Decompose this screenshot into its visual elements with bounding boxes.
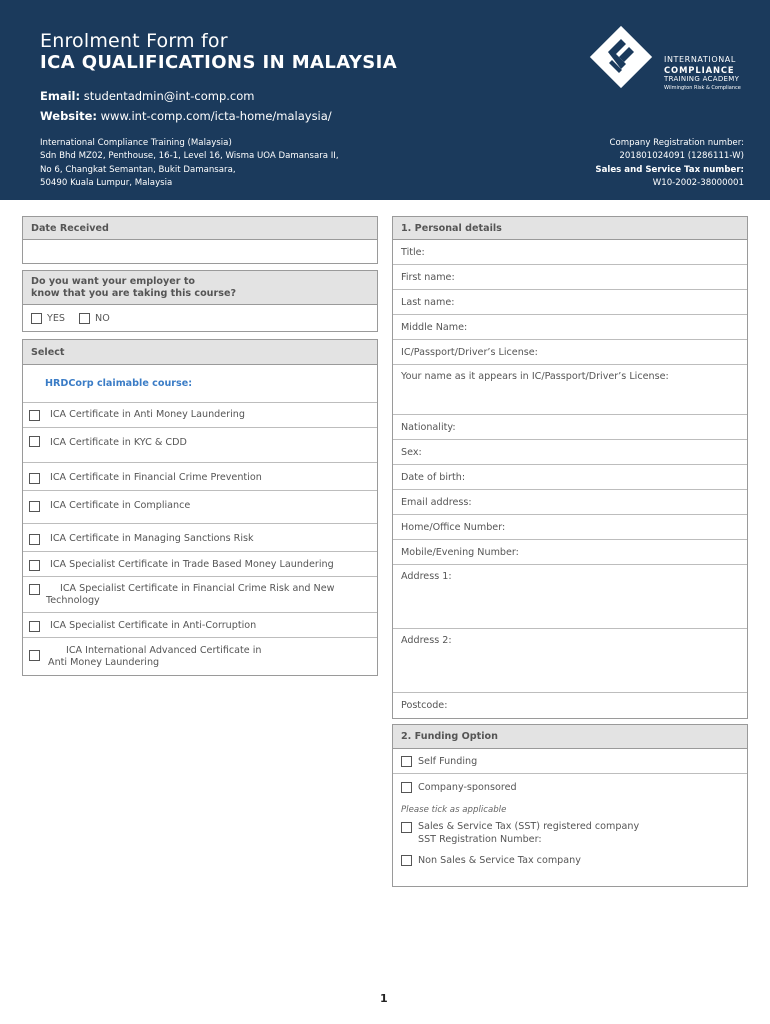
field-label: IC/Passport/Driver’s License:	[401, 346, 538, 358]
course-label: ICA Certificate in Financial Crime Prevention	[50, 472, 262, 483]
field-name-as-in-id[interactable]	[393, 365, 747, 415]
date-received-field[interactable]	[23, 240, 377, 263]
field-title[interactable]	[393, 240, 747, 265]
field-id-document[interactable]	[393, 340, 747, 365]
website-value[interactable]: www.int-comp.com/icta-home/malaysia/	[100, 109, 332, 123]
field-label: Your name as it appears in IC/Passport/Driver’s License:	[401, 371, 669, 382]
employer-answer-row	[23, 305, 377, 331]
course-checkbox[interactable]	[29, 473, 40, 484]
field-label: Sex:	[401, 446, 422, 458]
field-label: Date of birth:	[401, 471, 466, 483]
course-checkbox[interactable]	[29, 621, 40, 632]
course-option-tbml[interactable]	[29, 559, 371, 571]
address-line: No 6, Changkat Semantan, Bukit Damansara,	[40, 164, 236, 175]
company-sponsored-checkbox[interactable]	[401, 782, 412, 793]
field-email[interactable]	[393, 490, 747, 515]
course-selection-box	[22, 339, 378, 676]
course-label: ICA Certificate in Compliance	[50, 500, 191, 511]
divider	[23, 402, 377, 403]
field-label: Address 2:	[401, 635, 452, 646]
email-line	[40, 89, 254, 103]
tick-note: Please tick as applicable	[401, 805, 507, 815]
personal-details-heading: 1. Personal details	[393, 217, 747, 240]
employer-question	[23, 271, 377, 305]
funding-option-heading: 2. Funding Option	[393, 725, 747, 749]
course-checkbox[interactable]	[29, 501, 40, 512]
field-address-1[interactable]	[393, 565, 747, 629]
divider	[23, 576, 377, 577]
course-label: ICA Certificate in Anti Money Laundering	[50, 409, 245, 420]
company-registration	[595, 137, 744, 191]
divider	[23, 427, 377, 428]
field-label: First name:	[401, 271, 455, 283]
field-mobile-number[interactable]	[393, 540, 747, 565]
course-label-line2: Technology	[46, 595, 100, 606]
course-label-line1: ICA Specialist Certificate in Financial Crime Risk and New	[60, 583, 335, 594]
course-option-compliance[interactable]	[29, 500, 371, 512]
date-received-label: Date Received	[23, 217, 377, 240]
logo-wordmark	[664, 55, 741, 92]
sst-number-value: W10-2002-38000001	[652, 178, 744, 189]
field-label: Address 1:	[401, 571, 452, 582]
logo-line2: COMPLIANCE	[664, 65, 735, 75]
course-option-financial-crime[interactable]	[29, 472, 371, 484]
address-line: 50490 Kuala Lumpur, Malaysia	[40, 178, 173, 189]
course-option-aml[interactable]	[29, 409, 371, 421]
company-reg-label: Company Registration number:	[609, 138, 744, 148]
field-label: Home/Office Number:	[401, 521, 506, 533]
sst-registered-label	[418, 821, 639, 846]
hrdcorp-label: HRDCorp claimable course:	[45, 378, 193, 389]
field-address-2[interactable]	[393, 629, 747, 693]
field-label: Title:	[401, 246, 425, 258]
yes-label: YES	[47, 312, 66, 324]
email-label: Email:	[40, 89, 81, 103]
course-option-anti-corruption[interactable]	[29, 620, 371, 632]
sst-registered-checkbox[interactable]	[401, 822, 412, 833]
date-received-box	[22, 216, 378, 264]
employer-consent-box	[22, 270, 378, 332]
page-header	[0, 0, 770, 200]
course-label	[34, 645, 262, 669]
select-heading: Select	[23, 340, 377, 365]
employer-question-line2: know that you are taking this course?	[31, 288, 237, 299]
field-label: Postcode:	[401, 700, 448, 711]
logo-line1: INTERNATIONAL	[664, 55, 736, 64]
sst-registration-number-label: SST Registration Number:	[418, 833, 542, 845]
icta-logo-icon	[586, 22, 656, 92]
form-title-line2: ICA QUALIFICATIONS IN MALAYSIA	[40, 52, 398, 73]
address-line: Sdn Bhd MZ02, Penthouse, 16-1, Level 16, Wisma UOA Damansara II,	[40, 151, 339, 162]
company-sponsored-label: Company-sponsored	[418, 781, 517, 793]
field-first-name[interactable]	[393, 265, 747, 290]
email-value[interactable]: studentadmin@int-comp.com	[83, 89, 255, 103]
field-last-name[interactable]	[393, 290, 747, 315]
course-option-fcr-tech[interactable]	[29, 583, 371, 607]
course-label	[34, 583, 335, 607]
divider	[23, 462, 377, 463]
sst-number-label: Sales and Service Tax number:	[595, 164, 744, 175]
page-number: 1	[380, 992, 388, 1005]
field-label: Nationality:	[401, 421, 456, 433]
course-label: ICA Certificate in KYC & CDD	[50, 437, 187, 448]
course-label-line2: Anti Money Laundering	[48, 657, 160, 668]
website-line	[40, 109, 332, 123]
self-funding-option[interactable]	[393, 749, 747, 774]
sst-registered-line1: Sales & Service Tax (SST) registered company	[418, 821, 640, 832]
field-date-of-birth[interactable]	[393, 465, 747, 490]
course-checkbox[interactable]	[29, 560, 40, 571]
yes-checkbox[interactable]	[31, 313, 42, 324]
course-label: ICA Specialist Certificate in Trade Based Money Laundering	[50, 559, 334, 570]
non-sst-option[interactable]	[393, 855, 747, 866]
funding-option-box	[392, 724, 748, 887]
course-checkbox[interactable]	[29, 534, 40, 545]
logo-line4: Wilmington Risk & Compliance	[664, 85, 741, 91]
course-label: ICA Certificate in Managing Sanctions Risk	[50, 533, 254, 544]
non-sst-checkbox[interactable]	[401, 855, 412, 866]
field-label: Middle Name:	[401, 321, 468, 333]
course-option-advanced-aml[interactable]	[29, 645, 371, 669]
divider	[23, 637, 377, 638]
field-nationality[interactable]	[393, 415, 747, 440]
course-option-kyc[interactable]	[29, 435, 371, 448]
employer-question-line1: Do you want your employer to	[31, 276, 196, 287]
course-checkbox[interactable]	[29, 436, 40, 447]
company-reg-value: 201801024091 (1286111-W)	[619, 151, 744, 162]
field-label: Last name:	[401, 296, 455, 308]
divider	[23, 612, 377, 613]
divider	[23, 523, 377, 524]
field-label: Email address:	[401, 496, 472, 508]
self-funding-label: Self Funding	[418, 755, 478, 767]
field-label: Mobile/Evening Number:	[401, 546, 519, 558]
divider	[23, 551, 377, 552]
field-middle-name[interactable]	[393, 315, 747, 340]
personal-details-box	[392, 216, 748, 719]
non-sst-label: Non Sales & Service Tax company	[418, 855, 581, 866]
form-title-line1: Enrolment Form for	[40, 30, 228, 52]
field-home-office-number[interactable]	[393, 515, 747, 540]
website-label: Website:	[40, 109, 97, 123]
field-sex[interactable]	[393, 440, 747, 465]
field-postcode[interactable]	[393, 693, 747, 718]
self-funding-checkbox[interactable]	[401, 756, 412, 767]
company-sponsored-option[interactable]	[393, 774, 747, 800]
sst-registered-option[interactable]	[393, 821, 747, 846]
no-label: NO	[95, 312, 110, 324]
course-option-sanctions[interactable]	[29, 533, 371, 545]
company-address	[40, 137, 339, 191]
course-label-line1: ICA International Advanced Certificate in	[66, 645, 262, 656]
divider	[23, 490, 377, 491]
logo-line3: TRAINING ACADEMY	[664, 75, 740, 83]
no-checkbox[interactable]	[79, 313, 90, 324]
address-line: International Compliance Training (Malaysia)	[40, 138, 232, 148]
course-checkbox[interactable]	[29, 410, 40, 421]
course-label: ICA Specialist Certificate in Anti-Corruption	[50, 620, 257, 631]
